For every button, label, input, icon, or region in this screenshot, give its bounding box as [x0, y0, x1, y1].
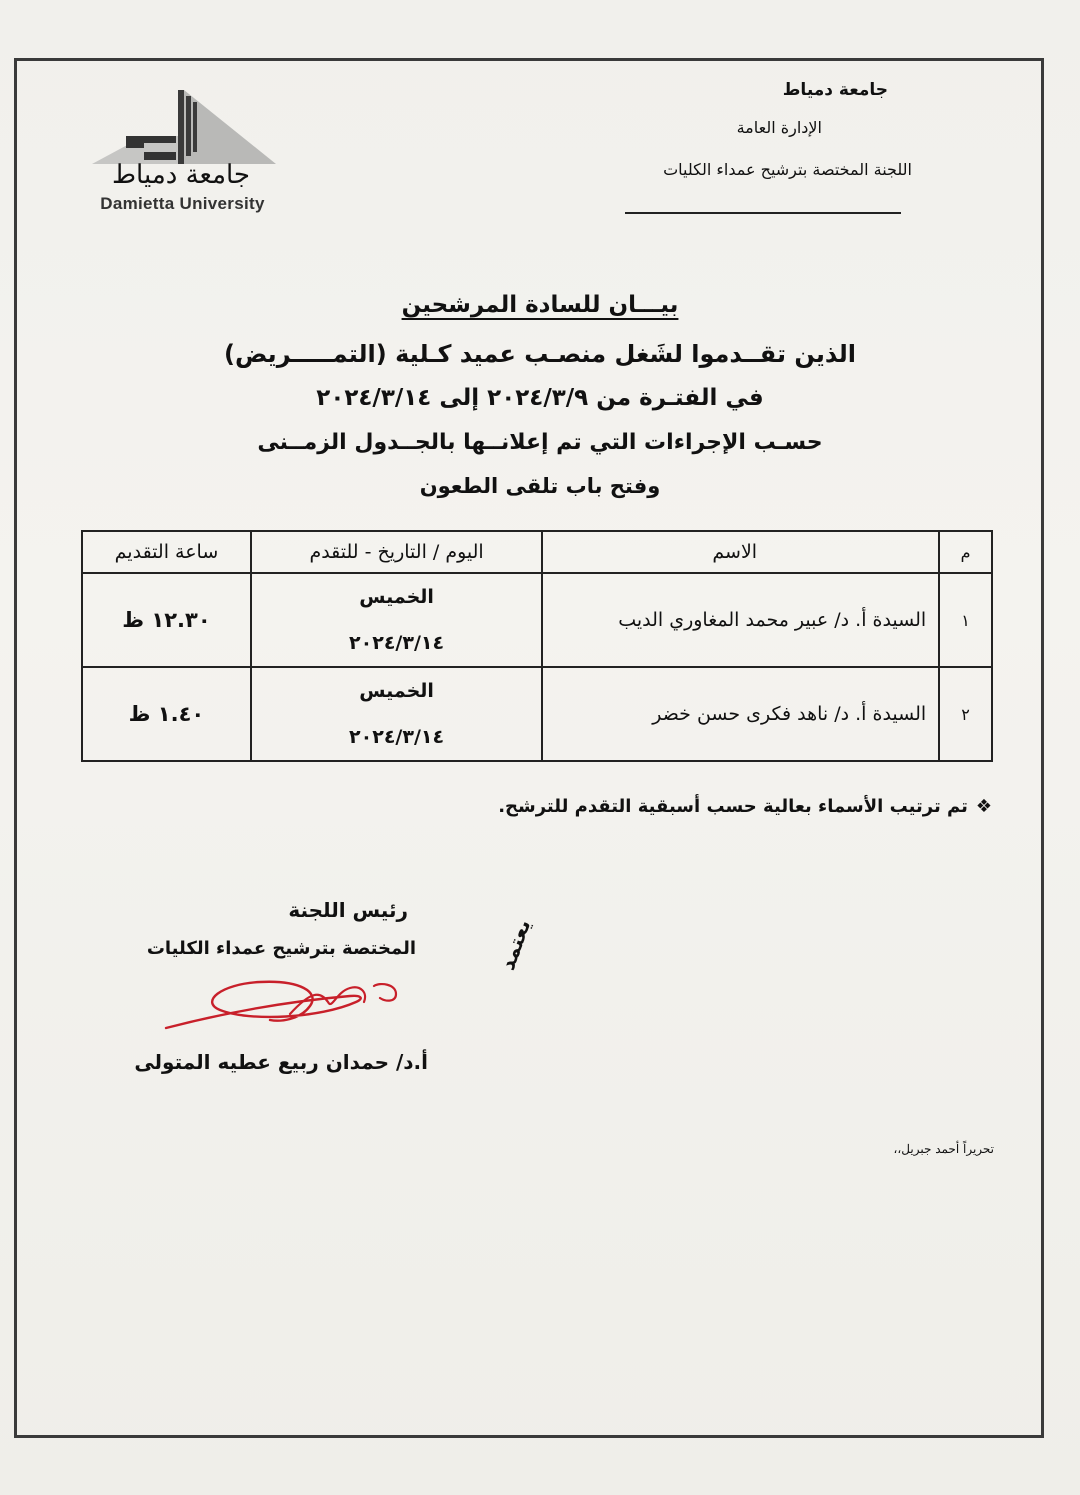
- approval-stamp-word: يعتمد: [495, 916, 536, 974]
- header-administration: الإدارة العامة: [736, 118, 822, 137]
- statement-subtitle-appeals: وفتح باب تلقى الطعون: [419, 474, 661, 498]
- row-day-date: [251, 573, 542, 667]
- row-day: الخميس: [359, 586, 434, 608]
- table-row: [82, 573, 992, 667]
- logo-arabic-name: جامعة دمياط: [112, 160, 250, 190]
- ordering-note-text: تم ترتيب الأسماء بعالية حسب أسبقية التقدم للترشح.: [498, 796, 968, 817]
- row-time: ١.٤٠ ظ: [82, 667, 251, 761]
- handwritten-signature-icon: [160, 962, 420, 1042]
- header-divider: [625, 212, 901, 214]
- candidates-table: [81, 530, 993, 762]
- statement-subtitle-period: في الفتـرة من ٢٠٢٤/٣/٩ إلى ٢٠٢٤/٣/١٤: [316, 385, 764, 411]
- table-header-row: [82, 531, 992, 573]
- typist-note: تحريراً أحمد جبريل،،: [893, 1142, 994, 1156]
- diamond-bullet-icon: ❖: [975, 796, 992, 817]
- header-name: الاسم: [542, 531, 939, 573]
- signature-name: أ.د/ حمدان ربيع عطيه المتولى: [134, 1050, 428, 1074]
- ordering-note: [498, 796, 992, 817]
- row-name: السيدة أ. د/ ناهد فكرى حسن خضر: [542, 667, 939, 761]
- signature-chair-title: رئيس اللجنة: [288, 898, 408, 922]
- row-day-date: [251, 667, 542, 761]
- header-committee: اللجنة المختصة بترشيح عمداء الكليات: [663, 160, 912, 179]
- row-num: ١: [939, 573, 992, 667]
- row-date: ٢٠٢٤/٣/١٤: [349, 726, 445, 748]
- row-name: السيدة أ. د/ عبير محمد المغاوري الديب: [542, 573, 939, 667]
- header-university: جامعة دمياط: [782, 80, 888, 100]
- row-date: ٢٠٢٤/٣/١٤: [349, 632, 445, 654]
- signature-committee: المختصة بترشيح عمداء الكليات: [146, 938, 416, 959]
- row-day: الخميس: [359, 680, 434, 702]
- header-time: ساعة التقديم: [82, 531, 251, 573]
- statement-subtitle-procedures: حسـب الإجراءات التي تم إعلانــها بالجــدول الزمــنى: [257, 430, 823, 455]
- statement-subtitle-position: الذين تقــدموا لشَغل منصـب عميد كـلية (التمـــــريض): [223, 340, 857, 368]
- table-row: [82, 667, 992, 761]
- row-num: ٢: [939, 667, 992, 761]
- header-date: اليوم / التاريخ - للتقدم: [251, 531, 542, 573]
- logo-english-name: Damietta University: [100, 194, 265, 213]
- row-time: ١٢.٣٠ ظ: [82, 573, 251, 667]
- statement-title: بيـــان للسادة المرشحين: [401, 292, 679, 318]
- header-num: م: [939, 531, 992, 573]
